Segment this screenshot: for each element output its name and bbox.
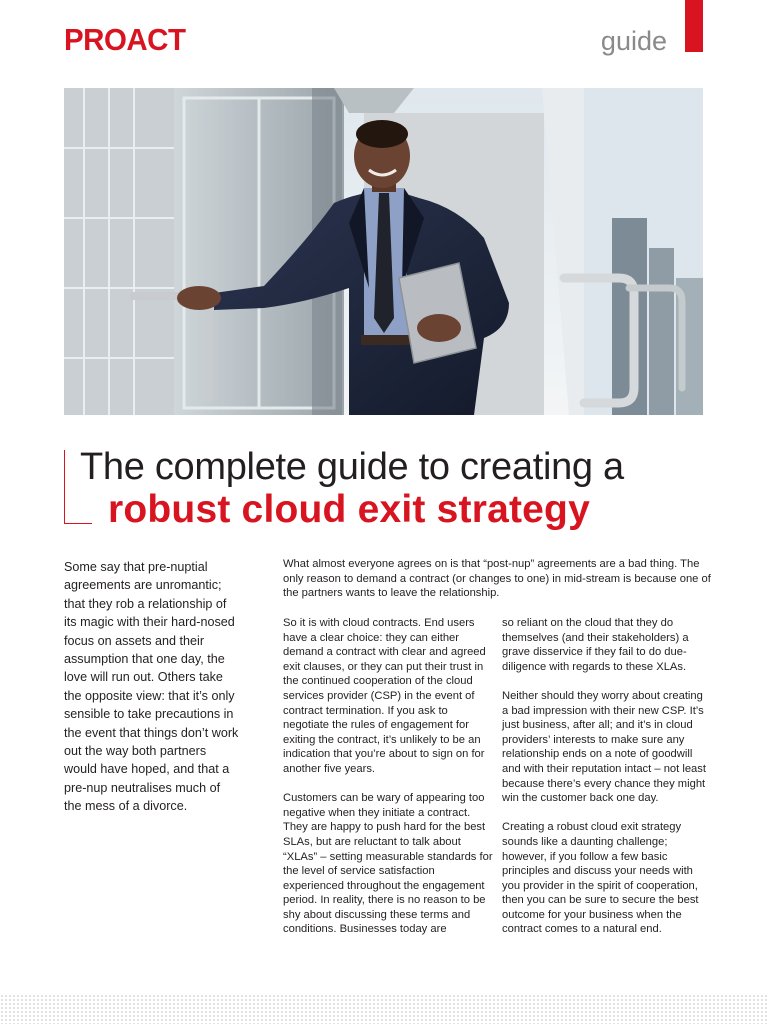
brand-logo: PROACT — [64, 22, 186, 57]
right-column — [502, 616, 712, 937]
middle-column-paragraph: So it is with cloud contracts. End users have a clear choice: they can either demand a contract with clear and agreed exit clauses, or they can put their trust in the continued cooperation of the cloud services provider (CSP) in the event of contract termination. If you ask to negotiate the rules of engagement for exiting the contract, it’s unlikely to be an indication that you’re about to sign on for another five years. — [283, 617, 486, 775]
middle-column — [283, 616, 493, 937]
title-line-1: The complete guide to creating a — [80, 446, 624, 488]
left-column — [64, 558, 240, 816]
left-column-text: Some say that pre-nuptial agreements are unromantic; that they rob a relationship of its magic with their hard-nosed focus on assets and their assumption that one day, the love will run out. Others take the opposite view: that it’s only sensible to take precautions in the event that things don’t work out the way both partners would have hoped, and that a pre-nup neutralises much of the mess of a divorce. — [64, 560, 239, 814]
footer-pattern — [0, 994, 768, 1024]
businessman-leaving-glass-door-icon — [64, 88, 703, 415]
right-column-paragraph: so reliant on the cloud that they do themselves (and their stakeholders) a grave disservice if they fail to do due-diligence with regards to these XLAs. — [502, 617, 689, 673]
right-column-paragraph: Creating a robust cloud exit strategy sounds like a daunting challenge; however, if you follow a few basic principles and discuss your needs with you provider in the spirit of cooperation, then you can be sure to secure the best outcome for your business when the contract comes to a natural end. — [502, 821, 699, 936]
intro-text: What almost everyone agrees on is that “post-nup” agreements are a bad thing. The only reason to demand a contract (or changes to one) in mid-stream is because one of the partners wants to leave the relationship. — [283, 558, 711, 600]
accent-bar — [685, 0, 703, 52]
middle-column-paragraph: Customers can be wary of appearing too negative when they initiate a contract. They are happy to push hard for the best SLAs, but are reluctant to talk about “XLAs” – setting measurable standards for the level of service satisfaction experienced throughout the engagement period. In reality, there is no reason to be shy about discussing these terms and conditions. Businesses today are — [283, 792, 493, 936]
right-column-paragraph: Neither should they worry about creating a bad impression with their new CSP. It’s just business, after all; and it’s in cloud providers’ interests to make sure any relationship ends on a note of goodwill and with their reputation intact – not least because there’s every chance they might win the customer back one day. — [502, 689, 706, 805]
document-type-label: guide — [600, 26, 667, 56]
hero-image — [64, 88, 703, 415]
title-line-2: robust cloud exit strategy — [108, 488, 590, 531]
intro-paragraph — [283, 557, 713, 601]
